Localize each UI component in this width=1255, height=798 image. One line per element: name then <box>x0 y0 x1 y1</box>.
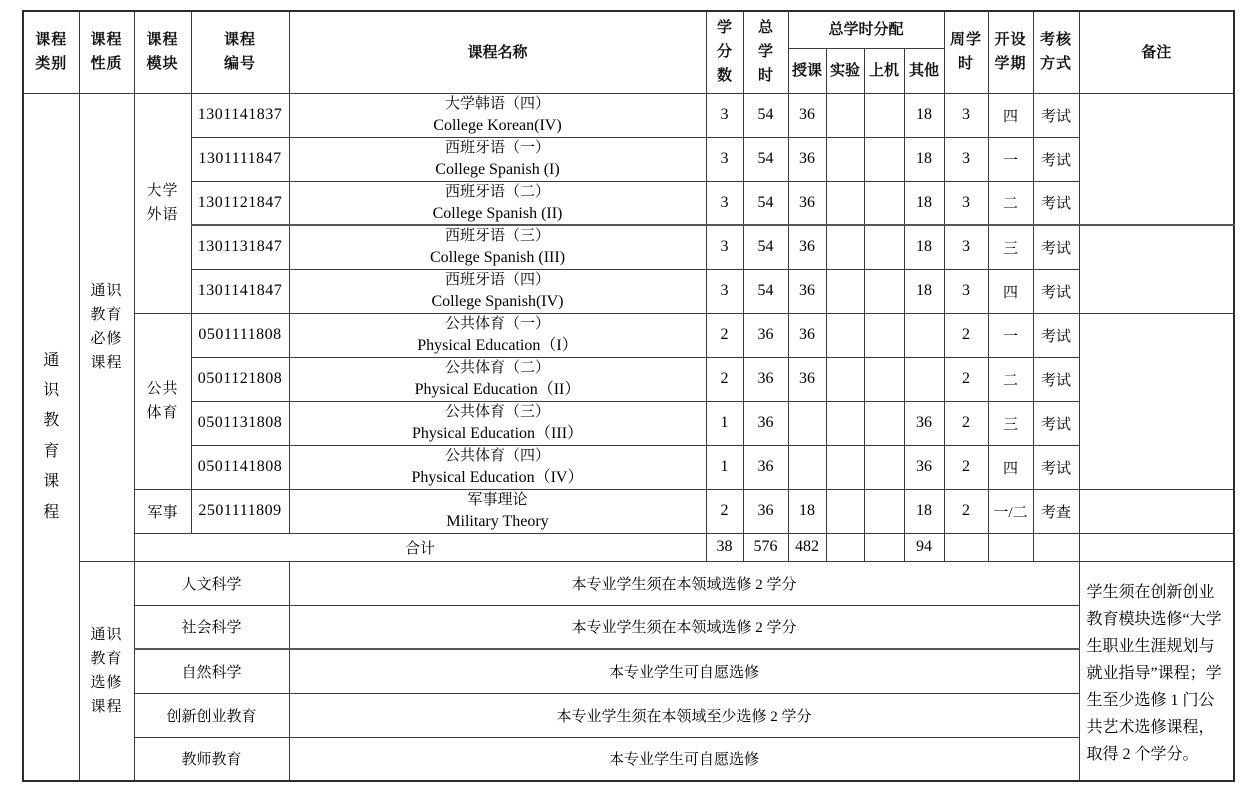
header-other: 其他 <box>904 48 944 93</box>
course-name <box>289 137 706 181</box>
table-row <box>23 93 1234 137</box>
course-name-zh: 公共体育（三） <box>444 404 550 420</box>
course-semester: 三 <box>988 225 1033 269</box>
course-name-en: College Korean(IV) <box>433 117 562 134</box>
course-semester: 三 <box>988 401 1033 445</box>
course-credits: 2 <box>706 313 743 357</box>
course-code: 0501111808 <box>191 313 289 357</box>
course-name-zh: 公共体育（四） <box>444 448 550 464</box>
course-other-hours: 18 <box>904 489 944 533</box>
total-row <box>23 533 1234 561</box>
total-weekly-hours <box>944 533 988 561</box>
course-credits: 2 <box>706 357 743 401</box>
total-hours: 576 <box>743 533 788 561</box>
course-weekly-hours: 2 <box>944 313 988 357</box>
course-experiment-hours <box>826 489 864 533</box>
total-assessment <box>1033 533 1079 561</box>
nature-required-cell: 通识教育必修课程 <box>79 93 134 561</box>
course-semester: 四 <box>988 93 1033 137</box>
course-other-hours: 18 <box>904 181 944 225</box>
remarks-cell <box>1079 313 1234 489</box>
course-lecture-hours: 36 <box>788 313 826 357</box>
course-other-hours: 18 <box>904 225 944 269</box>
remarks-cell <box>1079 489 1234 533</box>
remarks-cell <box>1079 93 1234 225</box>
remarks-cell <box>1079 225 1234 313</box>
course-assessment: 考试 <box>1033 93 1079 137</box>
curriculum-table <box>22 10 1235 782</box>
course-credits: 3 <box>706 269 743 313</box>
header-nature: 课程性质 <box>79 11 134 93</box>
course-semester: 二 <box>988 181 1033 225</box>
course-lecture-hours: 36 <box>788 181 826 225</box>
course-name-en: Physical Education（II） <box>414 381 581 398</box>
elective-row <box>23 737 1234 781</box>
course-credits: 1 <box>706 445 743 489</box>
table-row <box>23 269 1234 313</box>
course-experiment-hours <box>826 93 864 137</box>
course-weekly-hours: 2 <box>944 445 988 489</box>
course-lecture-hours <box>788 401 826 445</box>
module-natural-science-cell: 自然科学 <box>134 649 289 693</box>
course-computer-hours <box>864 313 904 357</box>
course-total-hours: 36 <box>743 489 788 533</box>
course-lecture-hours: 36 <box>788 137 826 181</box>
header-hours-allocation: 总学时分配 <box>788 11 944 48</box>
course-assessment: 考试 <box>1033 269 1079 313</box>
course-code: 2501111809 <box>191 489 289 533</box>
course-name <box>289 269 706 313</box>
module-social-science-cell: 社会科学 <box>134 605 289 649</box>
header-category: 课程类别 <box>23 11 79 93</box>
course-total-hours: 54 <box>743 225 788 269</box>
course-assessment: 考查 <box>1033 489 1079 533</box>
total-other-hours: 94 <box>904 533 944 561</box>
elective-row <box>23 605 1234 649</box>
course-assessment: 考试 <box>1033 357 1079 401</box>
elective-description: 本专业学生须在本领域至少选修 2 学分 <box>289 693 1079 737</box>
total-label: 合计 <box>134 533 706 561</box>
course-weekly-hours: 3 <box>944 269 988 313</box>
course-assessment: 考试 <box>1033 225 1079 269</box>
module-teacher-education-cell: 教师教育 <box>134 737 289 781</box>
course-computer-hours <box>864 357 904 401</box>
course-code: 1301131847 <box>191 225 289 269</box>
course-code: 0501121808 <box>191 357 289 401</box>
course-experiment-hours <box>826 269 864 313</box>
course-lecture-hours: 18 <box>788 489 826 533</box>
course-lecture-hours <box>788 445 826 489</box>
course-semester: 一/二 <box>988 489 1033 533</box>
course-weekly-hours: 2 <box>944 489 988 533</box>
course-total-hours: 36 <box>743 401 788 445</box>
course-experiment-hours <box>826 137 864 181</box>
course-credits: 3 <box>706 93 743 137</box>
course-credits: 2 <box>706 489 743 533</box>
course-name-zh: 军事理论 <box>467 492 528 508</box>
course-name-en: Military Theory <box>446 513 549 530</box>
course-experiment-hours <box>826 445 864 489</box>
module-humanities-cell: 人文科学 <box>134 561 289 605</box>
table-row <box>23 445 1234 489</box>
course-lecture-hours: 36 <box>788 357 826 401</box>
course-total-hours: 54 <box>743 137 788 181</box>
header-assessment: 考核方式 <box>1033 11 1079 93</box>
course-name-zh: 西班牙语（三） <box>444 228 550 245</box>
module-military-cell: 军事 <box>134 489 191 533</box>
course-name <box>289 313 706 357</box>
course-weekly-hours: 3 <box>944 137 988 181</box>
course-name <box>289 93 706 137</box>
course-total-hours: 54 <box>743 269 788 313</box>
module-foreign-language-cell: 大学外语 <box>134 93 191 313</box>
table-row <box>23 181 1234 225</box>
course-computer-hours <box>864 225 904 269</box>
table-row <box>23 489 1234 533</box>
course-name-zh: 大学韩语（四） <box>444 96 550 112</box>
course-name <box>289 181 706 225</box>
header-code: 课程编号 <box>191 11 289 93</box>
course-name <box>289 401 706 445</box>
elective-description: 本专业学生须在本领域选修 2 学分 <box>289 605 1079 649</box>
course-assessment: 考试 <box>1033 445 1079 489</box>
course-other-hours: 36 <box>904 401 944 445</box>
course-credits: 3 <box>706 225 743 269</box>
course-semester: 二 <box>988 357 1033 401</box>
course-computer-hours <box>864 445 904 489</box>
total-credits: 38 <box>706 533 743 561</box>
course-other-hours: 18 <box>904 93 944 137</box>
course-semester: 四 <box>988 269 1033 313</box>
elective-description: 本专业学生可自愿选修 <box>289 649 1079 693</box>
elective-row <box>23 649 1234 693</box>
course-weekly-hours: 2 <box>944 357 988 401</box>
course-total-hours: 54 <box>743 93 788 137</box>
course-name-zh: 西班牙语（二） <box>444 183 550 200</box>
course-code: 1301111847 <box>191 137 289 181</box>
course-computer-hours <box>864 93 904 137</box>
course-name-zh: 公共体育（一） <box>444 316 550 332</box>
course-name-en: Physical Education（IV） <box>411 469 584 486</box>
header-semester: 开设学期 <box>988 11 1033 93</box>
total-lecture-hours: 482 <box>788 533 826 561</box>
course-code: 0501131808 <box>191 401 289 445</box>
course-total-hours: 36 <box>743 357 788 401</box>
header-credits: 学分数 <box>706 11 743 93</box>
course-other-hours: 36 <box>904 445 944 489</box>
course-name-en: College Spanish(IV) <box>431 293 564 310</box>
course-name-zh: 公共体育（二） <box>444 360 550 376</box>
course-experiment-hours <box>826 313 864 357</box>
table-row <box>23 313 1234 357</box>
table-row <box>23 225 1234 269</box>
course-credits: 1 <box>706 401 743 445</box>
course-computer-hours <box>864 401 904 445</box>
header-module: 课程模块 <box>134 11 191 93</box>
table-row <box>23 357 1234 401</box>
course-lecture-hours: 36 <box>788 225 826 269</box>
course-name-en: College Spanish (I) <box>435 161 560 178</box>
course-name-en: Physical Education（I） <box>417 337 578 354</box>
course-name <box>289 445 706 489</box>
course-weekly-hours: 2 <box>944 401 988 445</box>
course-other-hours <box>904 357 944 401</box>
course-semester: 四 <box>988 445 1033 489</box>
course-name <box>289 489 706 533</box>
course-assessment: 考试 <box>1033 401 1079 445</box>
course-experiment-hours <box>826 357 864 401</box>
header-computer: 上机 <box>864 48 904 93</box>
elective-description: 本专业学生可自愿选修 <box>289 737 1079 781</box>
table-row <box>23 137 1234 181</box>
course-name-en: College Spanish (II) <box>432 204 563 222</box>
course-semester: 一 <box>988 313 1033 357</box>
header-weekly-hours: 周学时 <box>944 11 988 93</box>
table-row <box>23 401 1234 445</box>
header-experiment: 实验 <box>826 48 864 93</box>
elective-description: 本专业学生须在本领域选修 2 学分 <box>289 561 1079 605</box>
course-computer-hours <box>864 181 904 225</box>
course-total-hours: 36 <box>743 313 788 357</box>
header-name: 课程名称 <box>289 11 706 93</box>
course-name-en: College Spanish (III) <box>429 249 566 267</box>
header-lecture: 授课 <box>788 48 826 93</box>
course-code: 1301141837 <box>191 93 289 137</box>
elective-row <box>23 693 1234 737</box>
course-total-hours: 54 <box>743 181 788 225</box>
elective-remark-cell: 学生须在创新创业教育模块选修“大学生职业生涯规划与就业指导”课程；学生至少选修 1 门公共艺术选修课程，取得 2 个学分。 <box>1079 561 1234 781</box>
course-lecture-hours: 36 <box>788 93 826 137</box>
course-computer-hours <box>864 489 904 533</box>
course-other-hours: 18 <box>904 269 944 313</box>
category-cell: 通识教育课程 <box>23 93 79 781</box>
total-computer-hours <box>864 533 904 561</box>
course-assessment: 考试 <box>1033 181 1079 225</box>
course-assessment: 考试 <box>1033 137 1079 181</box>
header-total-hours: 总学时 <box>743 11 788 93</box>
course-weekly-hours: 3 <box>944 181 988 225</box>
course-credits: 3 <box>706 181 743 225</box>
course-code: 0501141808 <box>191 445 289 489</box>
course-other-hours: 18 <box>904 137 944 181</box>
course-name <box>289 357 706 401</box>
header-remarks: 备注 <box>1079 11 1234 93</box>
course-total-hours: 36 <box>743 445 788 489</box>
course-weekly-hours: 3 <box>944 93 988 137</box>
total-experiment-hours <box>826 533 864 561</box>
course-name-zh: 西班牙语（一） <box>444 140 550 156</box>
total-semester <box>988 533 1033 561</box>
remarks-cell <box>1079 533 1234 561</box>
course-experiment-hours <box>826 225 864 269</box>
course-name-zh: 西班牙语（四） <box>444 272 550 288</box>
course-credits: 3 <box>706 137 743 181</box>
course-semester: 一 <box>988 137 1033 181</box>
course-assessment: 考试 <box>1033 313 1079 357</box>
course-experiment-hours <box>826 401 864 445</box>
course-computer-hours <box>864 269 904 313</box>
module-physical-education-cell: 公共体育 <box>134 313 191 489</box>
course-other-hours <box>904 313 944 357</box>
course-code: 1301141847 <box>191 269 289 313</box>
module-innovation-cell: 创新创业教育 <box>134 693 289 737</box>
elective-row <box>23 561 1234 605</box>
course-computer-hours <box>864 137 904 181</box>
nature-elective-cell: 通识教育选修课程 <box>79 561 134 781</box>
course-weekly-hours: 3 <box>944 225 988 269</box>
course-experiment-hours <box>826 181 864 225</box>
course-name-en: Physical Education（III） <box>411 425 584 442</box>
course-code: 1301121847 <box>191 181 289 225</box>
course-lecture-hours: 36 <box>788 269 826 313</box>
course-name <box>289 225 706 269</box>
